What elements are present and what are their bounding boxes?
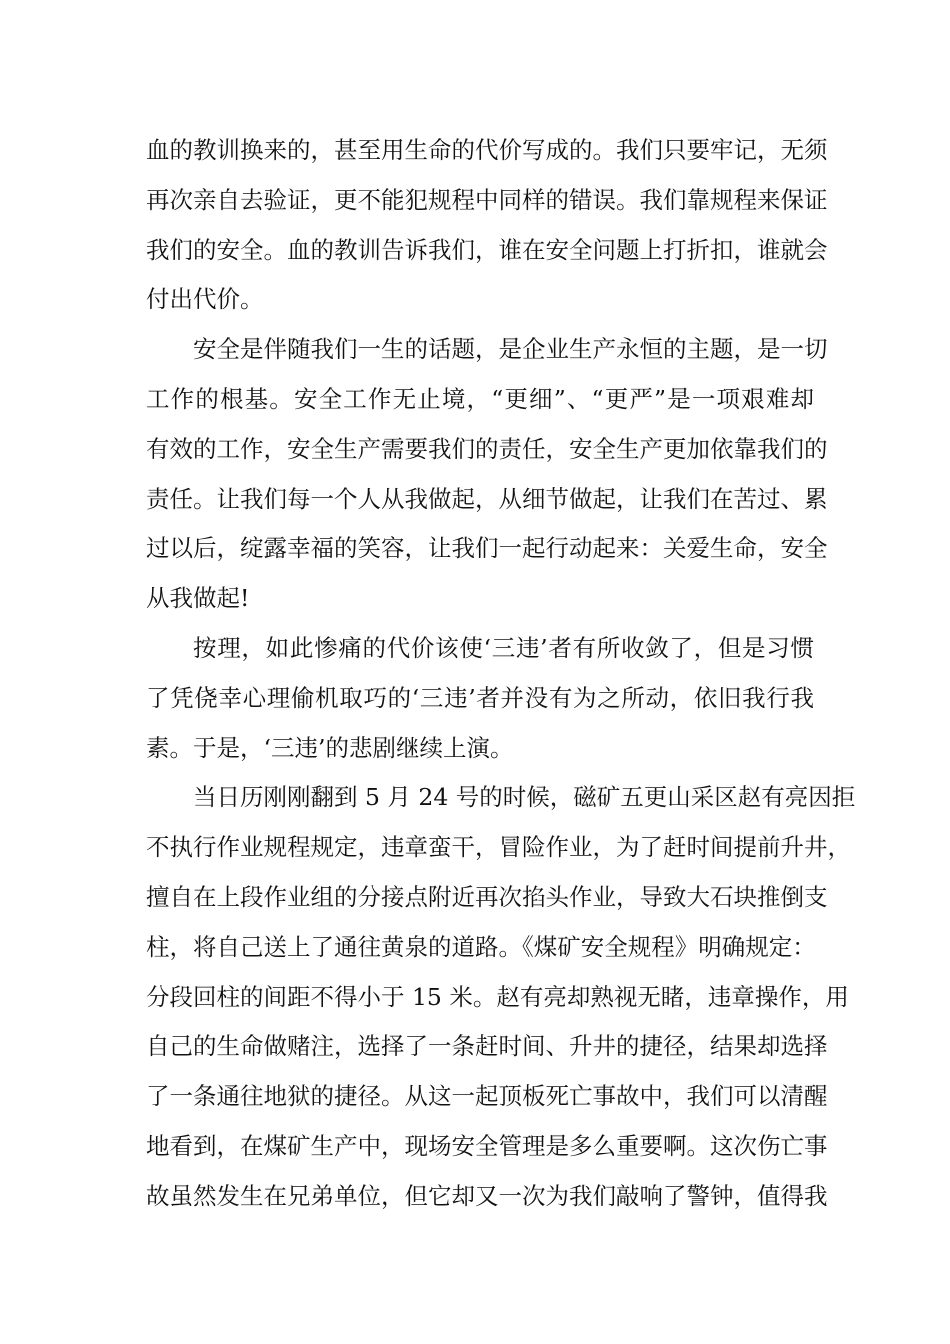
text-line: 有效的工作，安全生产需要我们的责任，安全生产更加依靠我们的 <box>146 434 828 463</box>
document-body <box>146 126 856 1222</box>
text-line: 了凭侥幸心理偷机取巧的‘三违’者并没有为之所动，依旧我行我 <box>146 683 814 712</box>
text-line: 分段回柱的间距不得小于 15 米。赵有亮却熟视无睹，违章操作，用 <box>146 982 849 1011</box>
text-line: 素。于是，‘三违’的悲剧继续上演。 <box>146 733 514 762</box>
text-line: 柱，将自己送上了通往黄泉的道路。《煤矿安全规程》明确规定： <box>146 932 816 961</box>
text-line: 从我做起! <box>146 584 250 613</box>
text-line: 工作的根基。安全工作无止境，“更细”、“更严”是一项艰难却 <box>146 384 814 413</box>
text-line: 责任。让我们每一个人从我做起，从细节做起，让我们在苦过、累 <box>146 484 828 513</box>
text-line: 不执行作业规程规定，违章蛮干，冒险作业，为了赶时间提前升井， <box>146 833 851 862</box>
text-line: 地看到，在煤矿生产中，现场安全管理是多么重要啊。这次伤亡事 <box>146 1131 828 1160</box>
text-line: 我们的安全。血的教训告诉我们，谁在安全问题上打折扣，谁就会 <box>146 235 828 264</box>
text-line: 再次亲自去验证，更不能犯规程中同样的错误。我们靠规程来保证 <box>146 185 828 214</box>
paragraph-first-line: 安全是伴随我们一生的话题，是企业生产永恒的主题，是一切 <box>193 335 828 364</box>
text-line: 故虽然发生在兄弟单位，但它却又一次为我们敲响了警钟，值得我 <box>146 1181 828 1210</box>
text-line: 自己的生命做赌注，选择了一条赶时间、升井的捷径，结果却选择 <box>146 1032 828 1061</box>
text-line: 擅自在上段作业组的分接点附近再次掐头作业，导致大石块推倒支 <box>146 882 828 911</box>
paragraph-first-line: 按理，如此惨痛的代价该使‘三违’者有所收敛了，但是习惯 <box>193 633 814 662</box>
paragraph-first-line: 当日历刚刚翻到 5 月 24 号的时候，磁矿五更山采区赵有亮因拒 <box>193 783 856 812</box>
text-line: 付出代价。 <box>146 285 264 314</box>
text-line: 了一条通往地狱的捷径。从这一起顶板死亡事故中，我们可以清醒 <box>146 1082 828 1111</box>
text-line: 血的教训换来的，甚至用生命的代价写成的。我们只要牢记，无须 <box>146 136 828 164</box>
text-line: 过以后，绽露幸福的笑容，让我们一起行动起来：关爱生命，安全 <box>146 534 828 563</box>
